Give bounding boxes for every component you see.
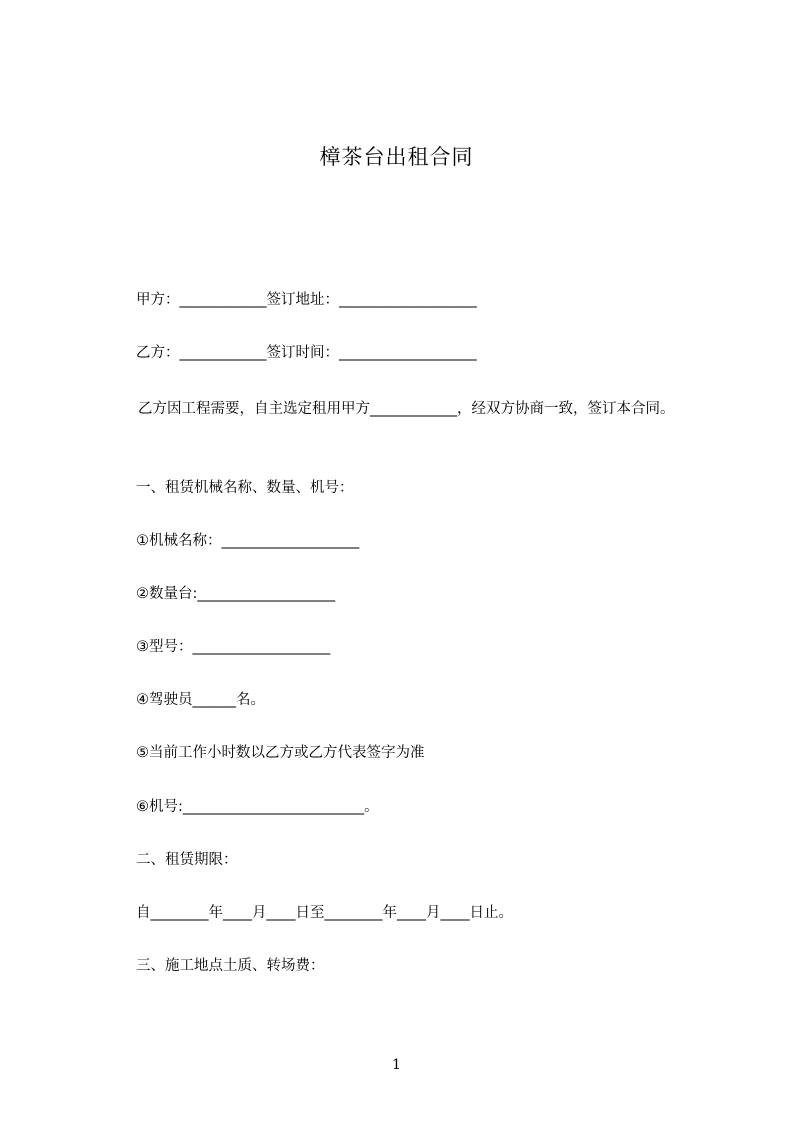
intro-paragraph: 乙方因工程需要，自主选定租用甲方____________，经双方协商一致，签订本合同。 (138, 401, 675, 417)
working-hours-line: ⑤当前工作小时数以乙方或乙方代表签字为准 (136, 745, 425, 761)
quantity-line: ②数量台:___________________ (136, 586, 336, 602)
rental-period-line: 自________年____月____日至________年____月____日止。 (136, 905, 513, 921)
machine-number-line: ⑥机号:_________________________。 (136, 799, 379, 815)
section-3-heading: 三、施工地点土质、转场费： (136, 958, 325, 974)
party-b-line: 乙方：____________签订时间：___________________ (136, 345, 477, 361)
document-title: 樟茶台出租合同 (319, 145, 474, 169)
driver-line: ④驾驶员______名。 (136, 692, 265, 708)
machine-name-line: ①机械名称：___________________ (136, 533, 360, 549)
page-number: 1 (392, 1057, 401, 1073)
party-a-line: 甲方：____________签订地址：___________________ (136, 292, 477, 308)
section-2-heading: 二、租赁期限： (136, 852, 238, 868)
model-line: ③型号：___________________ (136, 639, 331, 655)
section-1-heading: 一、租赁机械名称、数量、机号： (136, 480, 354, 496)
